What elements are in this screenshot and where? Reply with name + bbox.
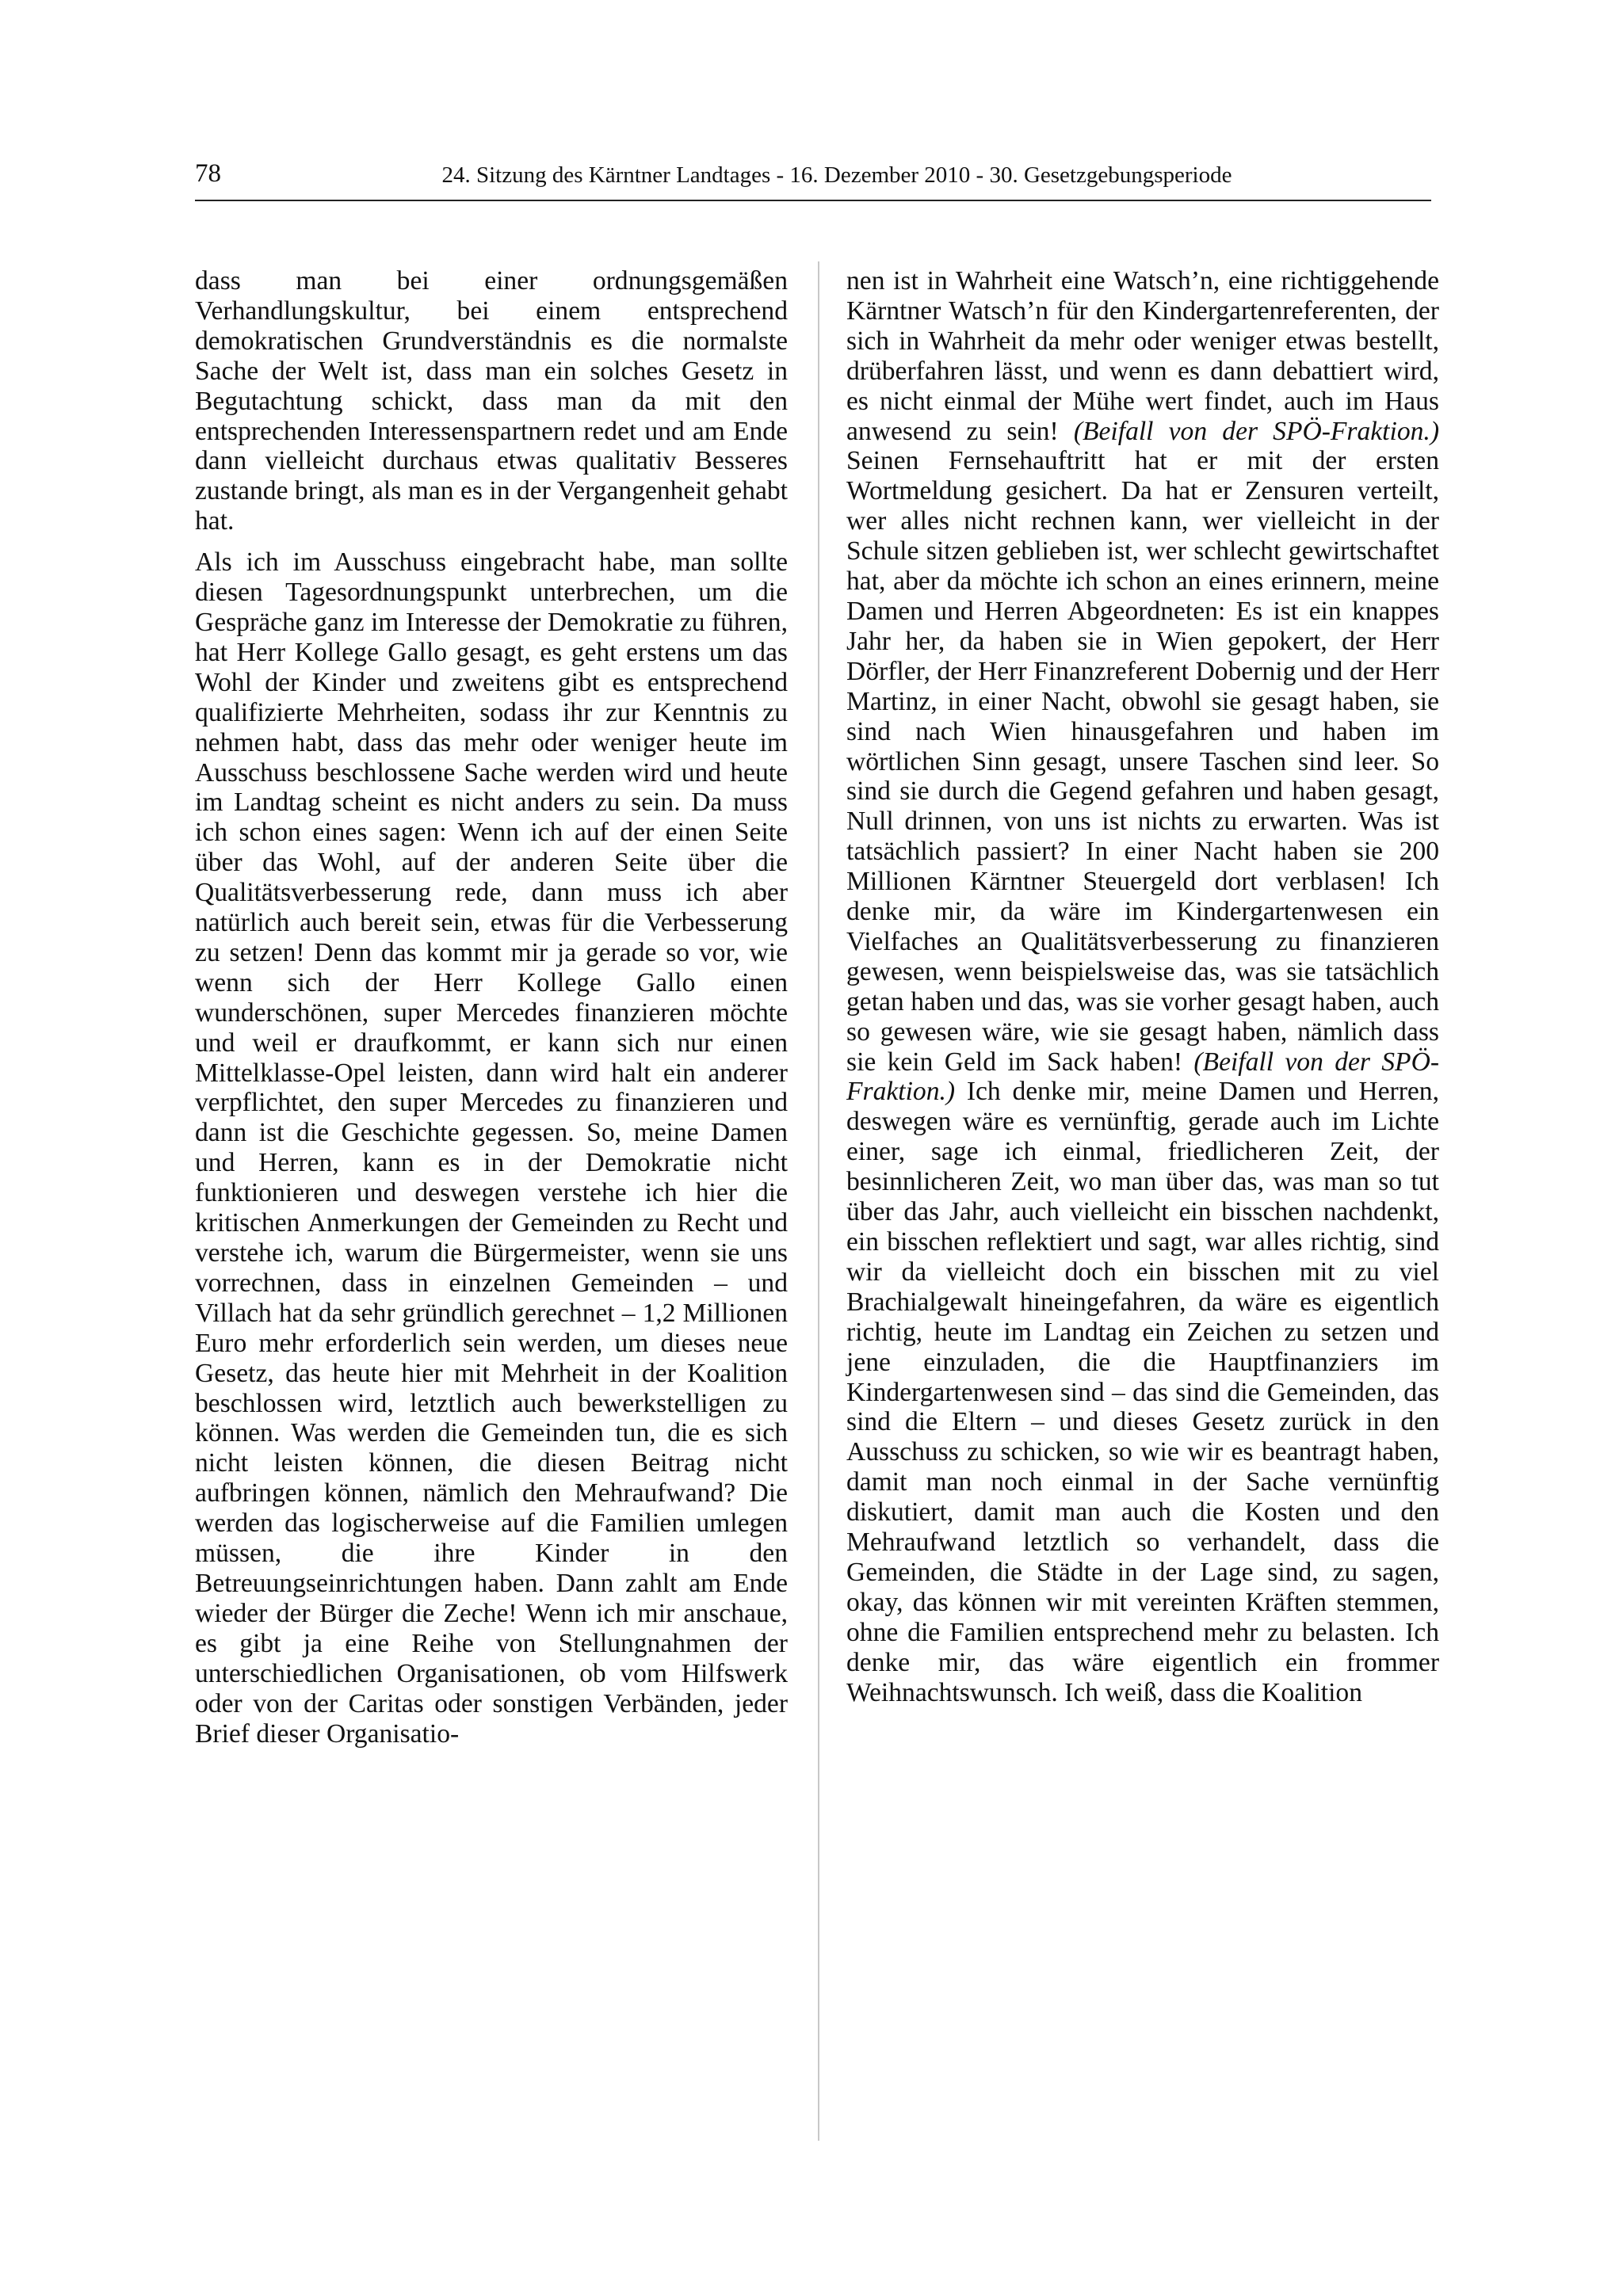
paragraph xyxy=(846,266,1439,1708)
applause-note: (Beifall von der SPÖ-Fraktion.) xyxy=(846,1047,1439,1107)
running-title: 24. Sitzung des Kärntner Landtages - 16. Dezember 2010 - 30. Gesetzgebungsperiode xyxy=(441,162,1232,188)
page-number: 78 xyxy=(195,159,221,188)
paragraph: Als ich im Ausschuss eingebracht habe, man sollte diesen Tagesordnungspunkt unterbrechen, um die Gespräche ganz im Interesse der Demokratie zu führen, hat Herr Kollege Gallo gesagt, es geht erstens um das Wohl der Kinder und zweitens gibt es entsprechend qualifizierte Mehrheiten, sodass ihr zur Kenntnis zu nehmen habt, dass das mehr oder weniger heute im Ausschuss beschlossene Sache werden wird und heute im Landtag scheint es nicht anders zu sein. Da muss ich schon eines sagen: Wenn ich auf der einen Seite über das Wohl, auf der anderen Seite über die Qualitätsverbesserung rede, dann muss ich aber natürlich auch bereit sein, etwas für die Verbesserung zu setzen! Denn das kommt mir ja gerade so vor, wie wenn sich der Herr Kollege Gallo einen wunderschönen, super Mercedes finanzieren möchte und weil er draufkommt, er kann sich nur einen Mittelklasse-Opel leisten, dann wird halt ein anderer verpflichtet, den super Mercedes zu finanzieren und dann ist die Geschichte gegessen. So, meine Damen und Herren, kann es in der Demokratie nicht funktionieren und deswegen verstehe ich hier die kritischen Anmerkungen der Gemeinden zu Recht und verstehe ich, warum die Bürgermeister, wenn sie uns vorrechnen, dass in einzelnen Gemeinden – und Villach hat da sehr gründlich gerechnet – 1,2 Millionen Euro mehr erforderlich sein werden, um dieses neue Gesetz, das heute hier mit Mehrheit in der Koalition beschlossen wird, letztlich auch bewerkstelligen zu können. Was werden die Gemeinden tun, die es sich nicht leisten können, die diesen Beitrag nicht aufbringen können, nämlich den Mehraufwand? Die werden das logischerweise auf die Familien umlegen müssen, die ihre Kinder in den Betreuungseinrichtungen haben. Dann zahlt am Ende wieder der Bürger die Zeche! Wenn ich mir anschaue, es gibt ja eine Reihe von Stellungnahmen der unterschiedlichen Organisationen, ob vom Hilfswerk oder von der Caritas oder sonstigen Verbänden, jeder Brief dieser Organisatio- xyxy=(195,547,788,1749)
applause-note: (Beifall von der SPÖ-Fraktion.) xyxy=(1073,416,1439,446)
right-column xyxy=(846,266,1439,1719)
text-run: Ich denke mir, meine Damen und Herren, deswegen wäre es vernünftig, gerade auch im Lichte einer, sage ich einmal, friedlicheren Zeit, der besinnlicheren Zeit, wo man über das, was man so tut über das Jahr, auch vielleicht ein bisschen nachdenkt, ein bisschen reflektiert und sagt, war alles richtig, sind wir da vielleicht doch ein bisschen mit zu viel Brachialgewalt hineingefahren, da wäre es eigentlich richtig, heute im Landtag ein Zeichen zu setzen und jene einzuladen, die die Hauptfinanziers im Kindergartenwesen sind – das sind die Gemeinden, das sind die Eltern – und dieses Gesetz zurück in den Ausschuss zu schicken, so wie wir es beantragt haben, damit man noch einmal in der Sache vernünftig diskutiert, damit man auch die Kosten und den Mehraufwand letztlich so verhandelt, dass die Gemeinden, die Städte in der Lage sind, zu sagen, okay, das können wir mit vereinten Kräften stemmen, ohne die Familien entsprechend mehr zu belasten. Ich denke mir, das wäre eigentlich ein frommer Weihnachtswunsch. Ich weiß, dass die Koalition xyxy=(846,1077,1439,1707)
paragraph: dass man bei einer ordnungsgemäßen Verhandlungskultur, bei einem entsprechend demokratischen Grundverständnis es die normalste Sache der Welt ist, dass man ein solches Gesetz in Begutachtung schickt, dass man da mit den entsprechenden Interessenspartnern redet und am Ende dann vielleicht durchaus etwas qualitativ Besseres zustande bringt, als man es in der Vergangenheit gehabt hat. xyxy=(195,266,788,536)
text-run: Seinen Fernsehauftritt hat er mit der ersten Wortmeldung gesichert. Da hat er Zensuren verteilt, wer alles nicht rechnen kann, wer vielleicht in der Schule sitzen geblieben ist, wer schlecht gewirtschaftet hat, aber da möchte ich schon an eines erinnern, meine Damen und Herren Abgeordneten: Es ist ein knappes Jahr her, da haben sie in Wien gepokert, der Herr Dörfler, der Herr Finanzreferent Dobernig und der Herr Martinz, in einer Nacht, obwohl sie gesagt haben, sie sind nach Wien hinausgefahren und haben im wörtlichen Sinn gesagt, unsere Taschen sind leer. So sind sie durch die Gegend gefahren und haben gesagt, Null drinnen, von uns ist nichts zu erwarten. Was ist tatsächlich passiert? In einer Nacht haben sie 200 Millionen Kärntner Steuergeld dort verblasen! Ich denke mir, da wäre im Kindergartenwesen ein Vielfaches an Qualitätsverbesserung zu finanzieren gewesen, wenn beispielsweise das, was sie tatsächlich getan haben und das, was sie vorher gesagt haben, auch so gewesen wäre, wie sie gesagt haben, nämlich dass sie kein Geld im Sack haben! xyxy=(846,446,1439,1077)
left-column xyxy=(195,266,788,1760)
page-header xyxy=(195,155,1431,201)
text-run: nen ist in Wahrheit eine Watsch’n, eine richtiggehende Kärntner Watsch’n für den Kindergartenreferenten, der sich in Wahrheit da mehr oder weniger etwas bestellt, drüberfahren lässt, und wenn es dann debattiert wird, es nicht einmal der Mühe wert findet, auch im Haus anwesend zu sein! xyxy=(846,266,1439,446)
column-divider xyxy=(818,261,819,2141)
